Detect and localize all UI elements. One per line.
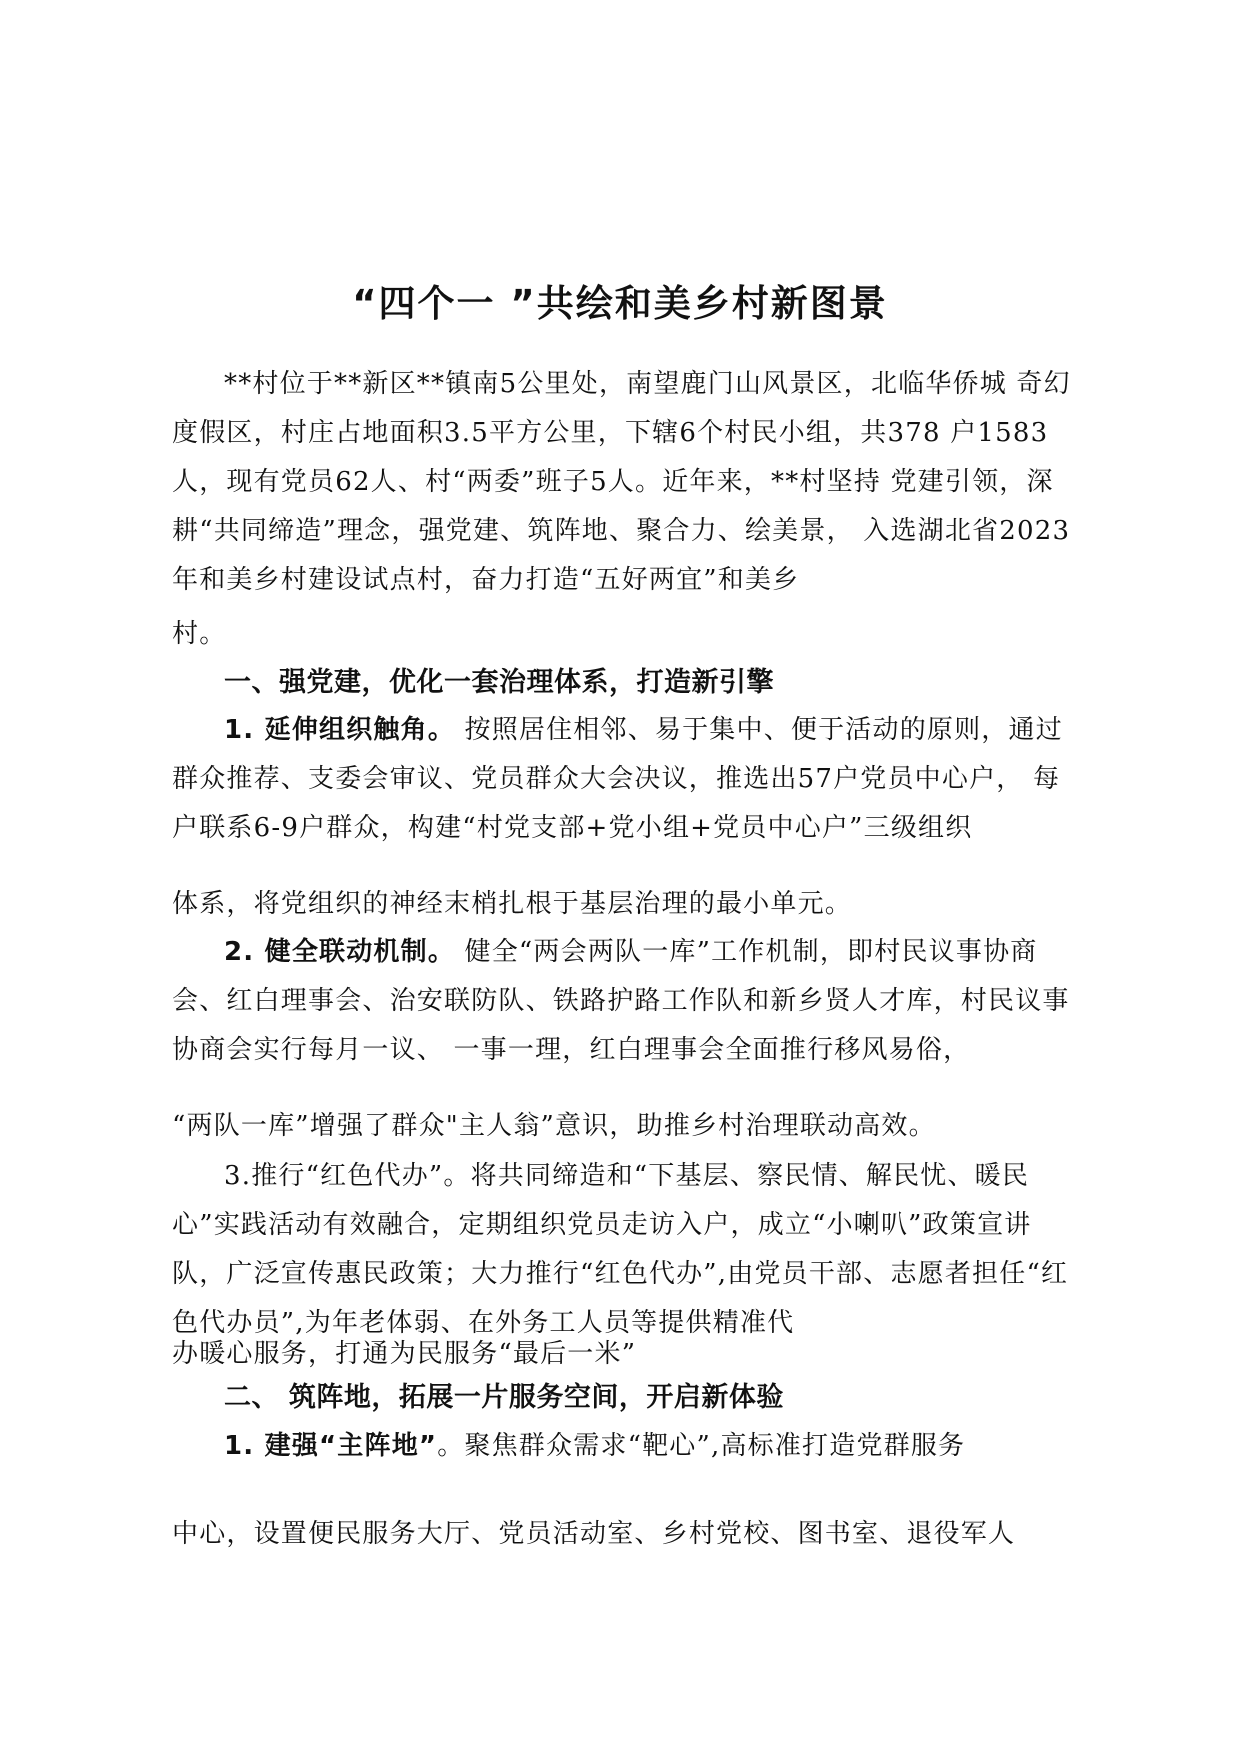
paragraph-lead: 1. 延伸组织触角。 [224,715,456,745]
paragraph-lead: 1. 建强“主阵地” [224,1431,438,1461]
section-1-paragraph-3-continuation: 办暖心服务，打通为民服务“最后一米” [172,1339,637,1369]
paragraph-body: 健全“两会两队一库”工作机制，即村民议事协商会、红白理事会、治安联防队、铁路护路工作队和新乡贤人才库，村民议事协商会实行每月一议、 一事一理，红白理事会全面推行移风易俗， [172,937,1070,1065]
document-title: “四个一 ”共绘和美乡村新图景 [352,281,888,325]
section-1-heading: 一、强党建，优化一套治理体系，打造新引擎 [224,667,774,698]
paragraph-body: 。聚焦群众需求“靶心”,高标准打造党群服务 [437,1431,966,1461]
paragraph-body: 按照居住相邻、易于集中、便于活动的原则，通过群众推荐、支委会审议、党员群众大会决议，推选出57户党员中心户， 每户联系6-9户群众，构建“村党支部+党小组+党员中心户”三级组织 [172,715,1063,843]
section-1-paragraph-3: 3.推行“红色代办”。将共同缔造和“下基层、察民情、解民忧、暖民心”实践活动有效融合，定期组织党员走访入户，成立“小喇叭”政策宣讲队，广泛宣传惠民政策；大力推行“红色代办”,由党员干部、志愿者担任“红色代办员”,为年老体弱、在外务工人员等提供精准代 [172,1161,1069,1338]
section-2-paragraph-1 [172,1422,1084,1471]
section-1-paragraph-2 [172,928,1082,1075]
section-2-paragraph-1-continuation: 中心，设置便民服务大厅、党员活动室、乡村党校、图书室、退役军人 [172,1519,1016,1549]
section-1-paragraph-1 [172,706,1082,853]
paragraph-lead: 2. 健全联动机制。 [224,937,456,967]
intro-paragraph-continuation: 村。 [172,619,227,649]
section-1-paragraph-2-continuation: “两队一库”增强了群众"主人翁”意识，助推乡村治理联动高效。 [172,1111,936,1141]
intro-paragraph: **村位于**新区**镇南5公里处，南望鹿门山风景区，北临华侨城 奇幻度假区，村庄占地面积3.5平方公里，下辖6个村民小组，共378 户1583人，现有党员62人、村“两委”班子5人。近年来，**村坚持 党建引领，深耕“共同缔造”理念，强党建、筑阵地、聚合力、绘美景， 入选湖北省2023年和美乡村建设试点村，奋力打造“五好两宜”和美乡 [172,369,1071,595]
section-2-heading: 二、 筑阵地，拓展一片服务空间，开启新体验 [224,1382,784,1413]
section-1-paragraph-1-continuation: 体系，将党组织的神经末梢扎根于基层治理的最小单元。 [172,889,853,919]
